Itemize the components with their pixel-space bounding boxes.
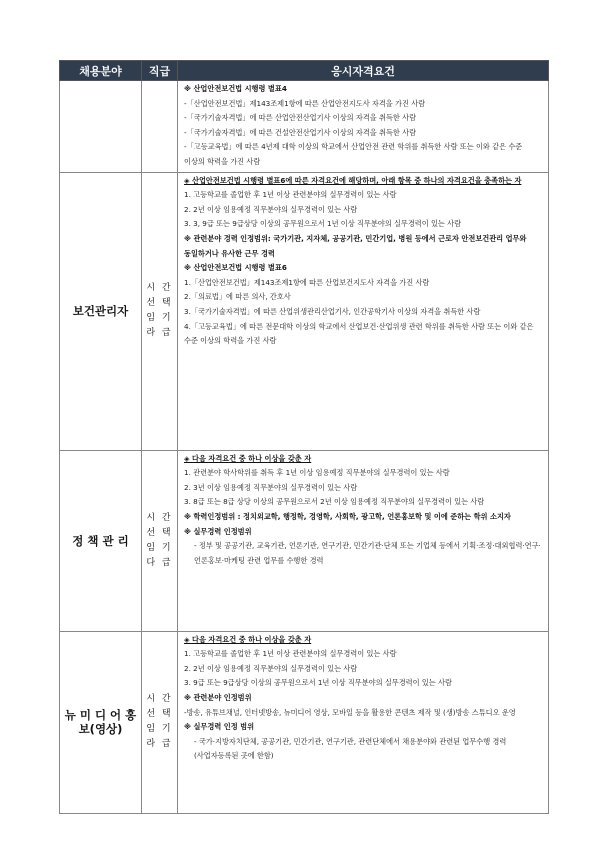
req-line: ※ 산업안전보건법 시행령 별표6 bbox=[184, 263, 287, 273]
table-header-row bbox=[60, 61, 549, 81]
req-line: - 국가·지방자치단체, 공공기관, 민간기관, 연구기관, 관련단체에서 채용분야와 관련된 업무수행 경력(사업자등록된 곳에 한함) bbox=[194, 736, 507, 761]
header-requirements: 응시자격요건 bbox=[178, 61, 549, 81]
requirements-cell bbox=[178, 172, 549, 450]
req-line: 3. 8급 또는 8급 상당 이상의 공무원으로서 2년 이상 임용예정 직무분야의 실무경력이 있는 사람 bbox=[184, 497, 485, 507]
grade-cell: 시 간 선 택 임 기 다 급 bbox=[142, 450, 178, 631]
req-line: ※ 실무경력 인정 범위 bbox=[184, 722, 255, 732]
req-line: -「국가기술자격법」에 따른 건설안전산업기사 이상의 자격을 취득한 사람 bbox=[184, 127, 417, 137]
req-line: ※ 학력인정범위 : 정치외교학, 행정학, 경영학, 사회학, 광고학, 언론홍보학 및 이에 준하는 학위 소지자 bbox=[184, 511, 511, 521]
req-line: 1. 고등학교를 졸업한 후 1년 이상 관련분야의 실무경력이 있는 사람 bbox=[184, 190, 397, 200]
req-line: ※ 실무경력 인정범위 bbox=[184, 526, 252, 536]
header-grade: 직급 bbox=[142, 61, 178, 81]
qualification-table bbox=[59, 60, 549, 814]
req-line: -「고등교육법」에 따른 4년제 대학 이상의 학교에서 산업안전 관련 학위를 취득한 사람 또는 이와 같은 수준 이상의 학력을 가진 사람 bbox=[184, 142, 523, 166]
req-line: 1. 관련분야 학사학위를 취득 후 1년 이상 임용예정 직무분야의 실무경력이 있는 사람 bbox=[184, 468, 450, 478]
grade-cell bbox=[142, 81, 178, 173]
req-line: -「국가기술자격법」에 따른 산업안전산업기사 이상의 자격을 취득한 사람 bbox=[184, 113, 417, 123]
table-row bbox=[60, 172, 549, 450]
table-row bbox=[60, 631, 549, 813]
req-line: 1. 고등학교를 졸업한 후 1년 이상 관련분야의 실무경력이 있는 사람 bbox=[184, 649, 397, 659]
requirements-cell bbox=[178, 81, 549, 173]
req-line: -방송, 유튜브채널, 인터넷방송, 뉴미디어 영상, 모바일 등을 활용한 콘텐츠 제작 및 (생)방송 스튜디오 운영 bbox=[184, 707, 516, 717]
req-line: ※ 관련분야 경력 인정범위: 국가기관, 지자체, 공공기관, 민간기업, 병원 등에서 근로자 안전보건관리 업무와 동일하거나 유사한 근무 경력 bbox=[184, 233, 527, 258]
field-cell: 정 책 관 리 bbox=[60, 450, 142, 631]
req-line: ◈ 다음 자격요건 중 하나 이상을 갖춘 자 bbox=[184, 634, 312, 644]
field-cell bbox=[60, 81, 142, 173]
grade-cell: 시 간 선 택 임 기 라 급 bbox=[142, 172, 178, 450]
req-line: ◈ 산업안전보건법 시행령 별표6에 따른 자격요건에 해당하며, 아래 항목 중 하나의 자격요건을 충족하는 자 bbox=[184, 175, 522, 185]
header-field: 채용분야 bbox=[60, 61, 142, 81]
req-line: 1.「산업안전보건법」제143조제1항에 따른 산업보건지도사 자격을 가진 사람 bbox=[184, 277, 430, 287]
field-cell: 뉴 미 디 어 홍보(영상) bbox=[60, 631, 142, 813]
req-line: ◈ 다음 자격요건 중 하나 이상을 갖춘 자 bbox=[184, 453, 312, 463]
req-line: 4.「고등교육법」에 따른 전문대학 이상의 학교에서 산업보건·산업위생 관련 학위를 취득한 사람 또는 이와 같은 수준 이상의 학력을 가진 사람 bbox=[184, 321, 534, 346]
req-line: 2. 3년 이상 임용예정 직무분야의 실무경력이 있는 사람 bbox=[184, 482, 358, 492]
req-line: 2. 2년 이상 임용예정 직무분야의 실무경력이 있는 사람 bbox=[184, 663, 358, 673]
req-line: 2.「의료법」에 따른 의사, 간호사 bbox=[184, 292, 291, 302]
req-line: ※ 관련분야 인정범위 bbox=[184, 692, 252, 702]
field-cell: 보건관리자 bbox=[60, 172, 142, 450]
req-line: ※ 산업안전보건법 시행령 별표4 bbox=[184, 84, 287, 93]
table-row bbox=[60, 450, 549, 631]
req-line: - 정부 및 공공기관, 교육기관, 언론기관, 연구기관, 민간기관·단체 또는 기업체 등에서 기획·조정·대외협력·연구·언론홍보·마케팅 관련 업무를 수행한 경력 bbox=[194, 541, 541, 565]
req-line: 3.「국가기술자격법」에 따른 산업위생관리산업기사, 인간공학기사 이상의 자격을 취득한 사람 bbox=[184, 306, 481, 316]
grade-cell: 시 간 선 택 임 기 라 급 bbox=[142, 631, 178, 813]
table-row bbox=[60, 81, 549, 173]
req-line: -「산업안전보건법」제143조제1항에 따른 산업안전지도사 자격을 가진 사람 bbox=[184, 98, 426, 108]
requirements-cell bbox=[178, 631, 549, 813]
req-line: 2. 2년 이상 임용예정 직무분야의 실무경력이 있는 사람 bbox=[184, 204, 358, 214]
requirements-cell bbox=[178, 450, 549, 631]
req-line: 3. 3, 9급 또는 9급상당 이상의 공무원으로서 1년 이상 직무분야의 실무경력이 있는 사람 bbox=[184, 219, 462, 229]
req-line: 3. 9급 또는 9급상당 이상의 공무원으로서 1년 이상 직무분야의 실무경력이 있는 사람 bbox=[184, 678, 452, 688]
